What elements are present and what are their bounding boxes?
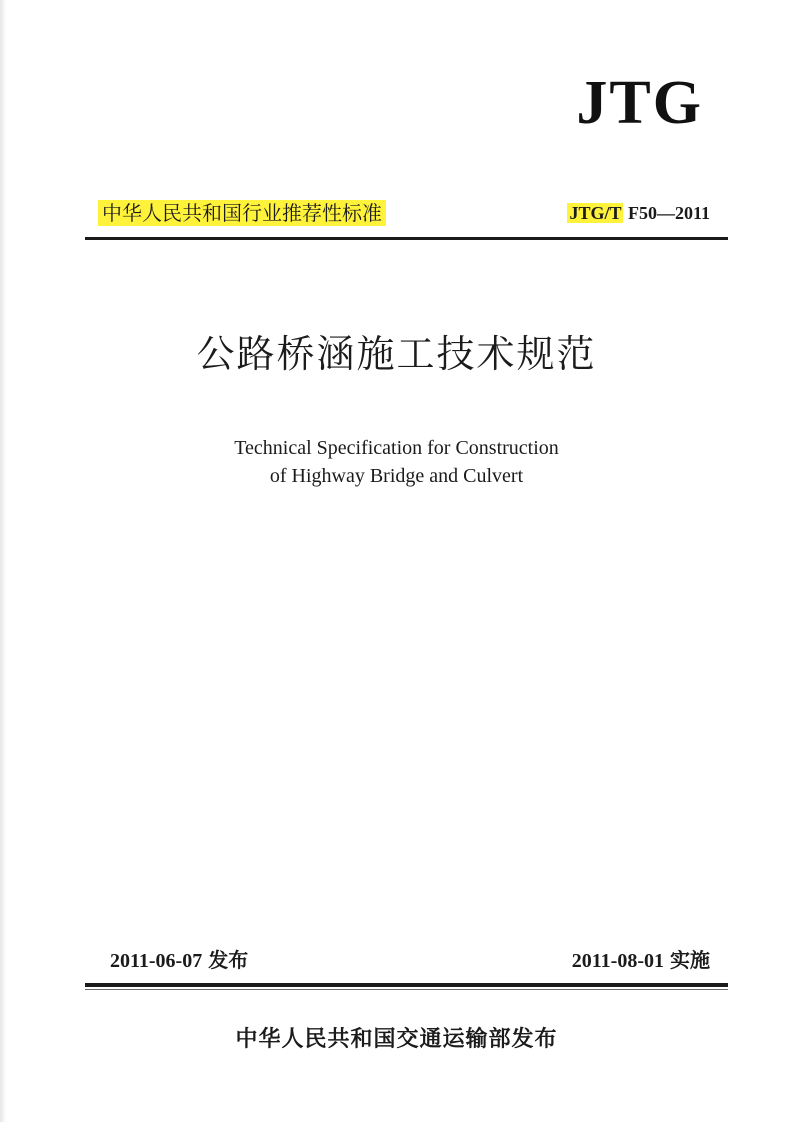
bottom-divider (85, 983, 728, 987)
bottom-divider-thin (85, 989, 728, 990)
implementation-date-label: 实施 (670, 948, 710, 972)
standard-category: 中华人民共和国行业推荐性标准 (98, 200, 386, 226)
implementation-date (572, 944, 710, 973)
scan-edge-shadow (0, 0, 6, 1122)
publisher: 中华人民共和国交通运输部发布 (235, 1027, 558, 1052)
implementation-date-value: 2011-08-01 (571, 950, 664, 972)
title-english-line2: of Highway Bridge and Culvert (269, 465, 524, 487)
issue-date-label: 发布 (208, 948, 249, 972)
title-english-line1: Technical Specification for Construction (234, 437, 559, 459)
standard-info-row (98, 200, 710, 230)
date-row (110, 944, 710, 972)
issue-date-value: 2011-06-07 (110, 950, 203, 972)
standard-number-prefix: JTG/T (569, 203, 622, 223)
standard-number (567, 200, 710, 226)
title-chinese: 公路桥涵施工技术规范 (196, 332, 597, 376)
issue-date (110, 944, 248, 973)
standard-number-suffix: F50—2011 (623, 203, 710, 223)
title-english (0, 434, 793, 490)
jtg-logo: JTG (576, 69, 703, 137)
top-divider (85, 237, 728, 240)
